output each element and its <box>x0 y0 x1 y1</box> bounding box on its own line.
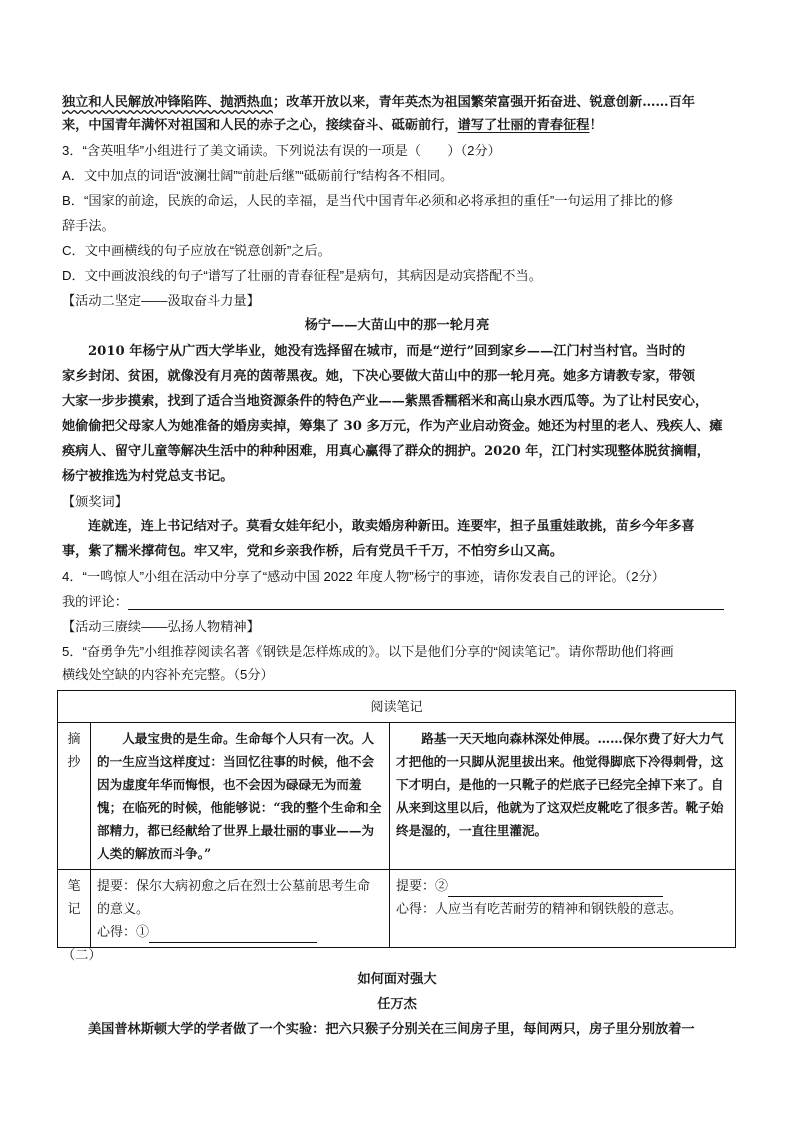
row-label-excerpt: 摘抄 <box>58 723 91 870</box>
section2-line-1: 美国普林斯顿大学的学者做了一个实验：把六只猴子分别关在三间房子里，每间两只，房子里分别放着一 <box>88 1022 695 1037</box>
table-header: 阅读笔记 <box>58 691 736 723</box>
article-line-1: 2010 年杨宁从广西大学毕业，她没有选择留在城市，而是“逆行”回到家乡——江门村当村官。当时的 <box>88 344 686 359</box>
q3-option-b-line1: B．“国家的前途，民族的命运，人民的幸福，是当代中国青年必须和必将承担的重任”一句运用了排比的修 <box>62 193 674 208</box>
note-left-answer-row: 心得：① <box>97 920 383 943</box>
answer-blank-2[interactable] <box>448 883 663 897</box>
wavy-text: 独立和人民解放冲锋陷阵、抛洒热血 <box>62 95 273 110</box>
q5-stem-line1: 5．“奋勇争先”小组推荐阅读名著《钢铁是怎样炼成的》。以下是他们分享的“阅读笔记”。请你帮助他们将画 <box>62 644 674 659</box>
q4-answer-row: 我的评论： <box>62 594 724 610</box>
reading-notes-table <box>57 690 736 948</box>
underlined-text: 谱写了壮丽的青春征程 <box>457 118 590 133</box>
article-line-5: 痪病人、留守儿童等解决生活中的种种困难，用真心赢得了群众的拥护。2020 年，江门村实现整体脱贫摘帽， <box>62 444 710 459</box>
award-line-2: 事，紫了糯米撑荷包。牢又牢，党和乡亲我作桥，后有党员千千万，不怕穷乡山又高。 <box>62 544 564 559</box>
excerpt-left: 人最宝贵的是生命。生命每个人只有一次。人的一生应当这样度过：当回忆往事的时候，他不会因为虚度年华而悔恨，也不会因为碌碌无为而羞愧；在临死的时候，他能够说：“我的整个生命和全部精力，都已经献给了世界上最壮丽的事业——为人类的解放而斗争。” <box>91 723 390 870</box>
q3-option-a: A．文中加点的词语“波澜壮阔”“前赴后继”“砥砺前行”结构各不相同。 <box>62 168 454 183</box>
q4-answer-blank[interactable] <box>128 596 724 610</box>
activity3-heading: 【活动三赓续——弘扬人物精神】 <box>62 619 260 634</box>
note-left: 提要：保尔大病初愈之后在烈士公墓前思考生命 的意义。 心得：① <box>91 870 390 948</box>
note-right-answer-row: 提要：② <box>396 874 729 897</box>
note-right: 提要：② 心得：人应当有吃苦耐劳的精神和钢铁般的意志。 <box>390 870 736 948</box>
q3-option-b-line2: 辞手法。 <box>62 218 115 233</box>
q3-stem: 3．“含英咀华”小组进行了美文诵读。下列说法有误的一项是（ ）（2分） <box>62 143 501 158</box>
q5-stem-line2: 横线处空缺的内容补充完整。（5分） <box>62 667 274 682</box>
award-line-1: 连就连，连上书记结对子。莫看女娃年纪小，敢卖婚房种新田。连要牢，担子虽重娃敢挑，苗乡今年多喜 <box>88 519 695 534</box>
passage-line-2: 来，中国青年满怀对祖国和人民的赤子之心，接续奋斗、砥砺前行，谱写了壮丽的青春征程！ <box>62 118 603 133</box>
row-label-notes: 笔记 <box>58 870 91 948</box>
excerpt-right: 路基一天天地向森林深处伸展。……保尔费了好大力气才把他的一只脚从泥里拔出来。他觉得脚底下冷得刺骨，这下才明白，是他的一只靴子的烂底子已经完全掉下来了。自从来到这里以后，他就为了这双烂皮靴吃了很多苦。靴子始终是湿的，一直往里灌泥。 <box>390 723 736 870</box>
q3-option-c: C．文中画横线的句子应放在“锐意创新”之后。 <box>62 243 331 258</box>
article-line-2: 家乡封闭、贫困，就像没有月亮的茵蒂黑夜。她，下决心要做大苗山中的那一轮月亮。她多方请教专家，带领 <box>62 369 695 384</box>
article-title: 杨宁——大苗山中的那一轮月亮 <box>304 318 490 333</box>
q3-option-d: D．文中画波浪线的句子“谱写了壮丽的青春征程”是病句，其病因是动宾搭配不当。 <box>62 268 542 283</box>
q4-stem: 4．“一鸣惊人”小组在活动中分享了“感动中国 2022 年度人物”杨宁的事迹，请你发表自己的评论。（2分） <box>62 569 665 584</box>
article-line-3: 大家一步步摸索，找到了适合当地资源条件的特色产业——紫黑香糯稻米和高山泉水西瓜等。为了让村民安心， <box>62 394 709 409</box>
award-heading: 【颁奖词】 <box>62 494 128 509</box>
section2-number: （二） <box>62 947 102 962</box>
article-line-6: 杨宁被推选为村党总支书记。 <box>62 469 234 484</box>
section2-title: 如何面对强大 <box>357 972 437 987</box>
activity2-heading: 【活动二坚定——汲取奋斗力量】 <box>62 293 260 308</box>
answer-blank-1[interactable] <box>149 929 317 943</box>
section2-author: 任万杰 <box>377 997 417 1012</box>
article-line-4: 她偷偷把父母家人为她准备的婚房卖掉，筹集了 30 多万元，作为产业启动资金。她还为村里的老人、残疾人、瘫 <box>62 419 723 434</box>
passage-line-1: 独立和人民解放冲锋陷阵、抛洒热血；改革开放以来，青年英杰为祖国繁荣富强开拓奋进、锐意创新……百年 <box>62 95 695 110</box>
